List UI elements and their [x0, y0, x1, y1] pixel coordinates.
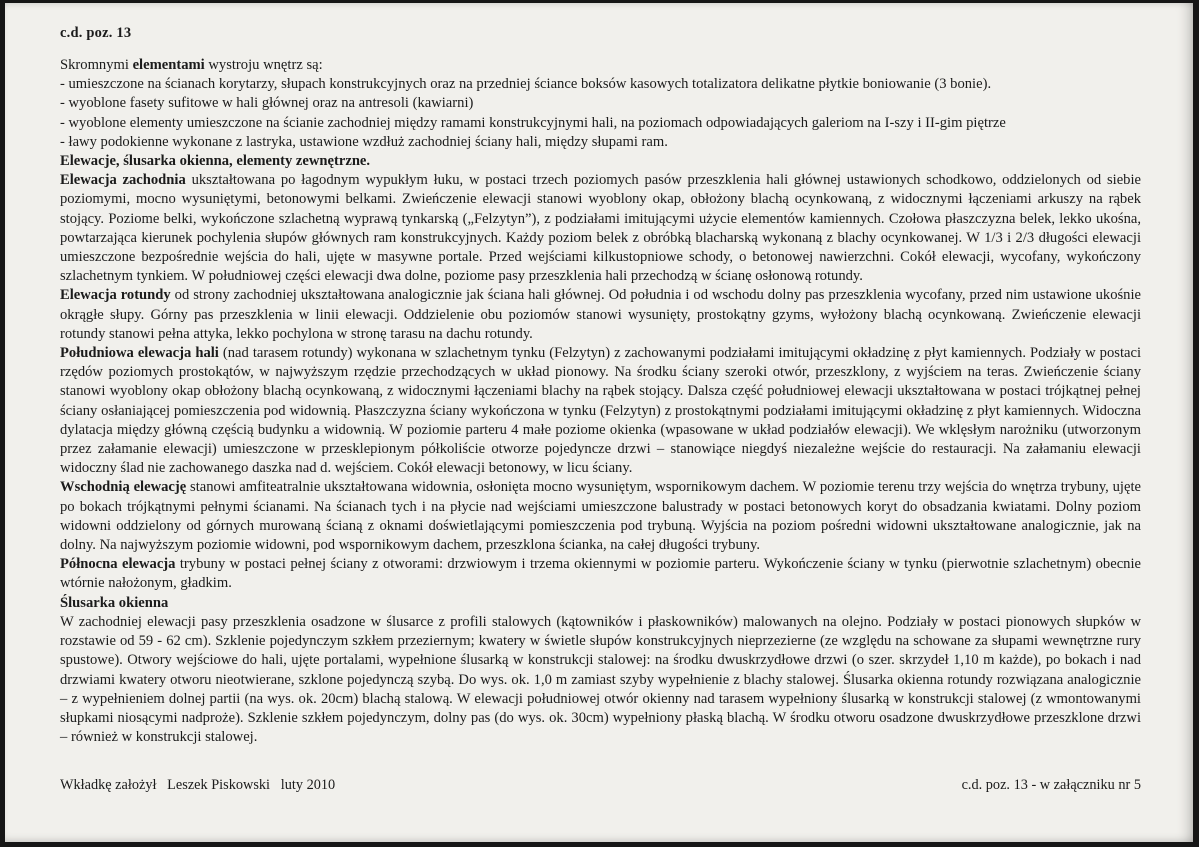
- intro-bold: elementami: [132, 57, 205, 73]
- bullet-item: - wyoblone fasety sufitowe w hali głównej oraz na antresoli (kawiarni): [60, 95, 474, 112]
- document-body: [60, 56, 1141, 747]
- paragraph-slusarka-okienna: W zachodniej elewacji pasy przeszklenia osadzone w ślusarce z profili stalowych (kątowników i płaskowników) malowanych na olejno. Podziały w postaci pionowych słupków w rozstawie od 59 - 62 cm). Szklenie pojedynczym szkłem przeziernym; kwatery w świetle słupów konstrukcyjnych nieprzezierne (ze względu na schowane za słupami wewnętrzne rury spustowe). Otwory wejściowe do hali, ujęte portalami, wypełnione ślusarką w konstrukcji stalowej: na środku dwuskrzydłowe drzwi (o szer. skrzydeł 1,10 m każde), po bokach i nad drzwiami kwatery otworu nieotwierane, szklone pojedynczą szybą. Do wys. ok. 1,0 m zamiast szyby wypełnienie z blachy stalowej. Ślusarka okienna rotundy rozwiązana analogicznie – z wypełnieniem dolnej partii (na wys. ok. 20cm) blachą stalową. W elewacji południowej otwór okienny nad tarasem wypełniony ślusarką w konstrukcji stalowej (z wmontowanymi słupkami niosącymi nadproże). Szklenie szkłem pojedynczym, dolny pas (do wys. ok. 30cm) wypełniony płaską blachą. W środku otworu osadzone dwuskrzydłowe przeszklone drzwi – również w konstrukcji stalowej.: [60, 613, 1141, 746]
- footer-author-note: Wkładkę założył Leszek Piskowski luty 2010: [60, 777, 336, 793]
- bullet-item: - umieszczone na ścianach korytarzy, słupach konstrukcyjnych oraz na przedniej ściance boksów kasowych totalizatora delikatne płytkie boniowanie (3 bonie).: [60, 76, 992, 93]
- footer-attachment-note: c.d. poz. 13 - w załączniku nr 5: [961, 777, 1141, 793]
- paragraph-text: stanowi amfiteatralnie ukształtowana widownia, osłonięta mocno wysuniętym, wspornikowym dachem. W poziomie terenu trzy wejścia do wnętrza trybuny, ujęte po bokach trójkątnymi pełnymi ścianami. Na ścianach tych i na płycie nad wejściami umieszczone balustrady w postaci betonowych koryt do obsadzania kwiatami. Dolny poziom widowni oddzielony od górnych murowaną ścianą z oknami doświetlającymi pomieszczenia pod trybuną. Wyjścia na poziom pośredni widowni ukształtowane analogicznie, jak na dolny. Na najwyższym poziomie widowni, pod wspornikowym dachem, przeszklona ścianka, na całej długości trybuny.: [60, 479, 1141, 554]
- paragraph-poludniowa-elewacja: [60, 344, 1141, 478]
- section-heading-elewacje: Elewacje, ślusarka okienna, elementy zewnętrzne.: [60, 153, 371, 170]
- paragraph-lead: Południowa elewacja hali: [60, 345, 219, 362]
- paragraph-elewacja-zachodnia: [60, 171, 1141, 286]
- paragraph-elewacja-rotundy: [60, 286, 1141, 344]
- paragraph-text: od strony zachodniej ukształtowana analogicznie jak ściana hali głównej. Od południa i od wschodu dolny pas przeszklenia wycofany, przed nim ustawione ukośnie okrągłe słupy. Górny pas przeszklenia w linii elewacji. Oddzielenie obu poziomów stanowi wysunięty, prostokątny gzyms, wyłożony blachą ocynkowaną. Zwieńczenie elewacji rotundy stanowi pełna attyka, lekko pochylona w stronę tarasu na dachu rotundy.: [60, 287, 1142, 342]
- paragraph-text: trybuny w postaci pełnej ściany z otworami: drzwiowym i trzema okiennymi w poziomie parteru. Wykończenie ściany w tynku (pierwotnie szlachetnym) obecnie wtórnie nałożonym, gładkim.: [60, 556, 1142, 592]
- bullet-list: [60, 75, 1141, 152]
- section-heading-slusarka: Ślusarka okienna: [60, 594, 169, 611]
- paragraph-wschodnia-elewacja: [60, 478, 1141, 555]
- paragraph-lead: Elewacja rotundy: [60, 287, 171, 304]
- page-footer: [60, 777, 1141, 794]
- paragraph-lead: Północna elewacja: [60, 556, 176, 573]
- intro-line: [60, 56, 1141, 75]
- paragraph-lead: Elewacja zachodnia: [60, 172, 186, 189]
- paragraph-polnocna-elewacja: [60, 555, 1141, 593]
- paragraph-lead: Wschodnią elewację: [60, 479, 187, 496]
- bullet-item: - ławy podokienne wykonane z lastryka, ustawione wzdłuż zachodniej ściany hali, między słupami ram.: [60, 133, 668, 150]
- paragraph-text: ukształtowana po łagodnym wypukłym łuku, w postaci trzech poziomych pasów przeszklenia hali głównej ustawionych schodkowo, oddzielonych od siebie poziomymi, mocno wysuniętymi, betonowymi belkami. Zwieńczenie elewacji stanowi wyoblony okap, obłożony blachą ocynkowaną, z widocznymi łączeniami arkuszy na rąbek stojący. Poziome belki, wykończone szlachetną wyprawą tynkarską („Felzytyn”), z podziałami imitującymi użycie elementów kamiennych. Czołowa płaszczyzna belek, lekko ukośna, powtarzająca kierunek pochylenia słupów głównych ram konstrukcyjnych. Każdy poziom belek z obróbką blacharską wykonaną z blachy ocynkowanej. W 1/3 i 2/3 długości elewacji umieszczone bezpośrednie wejścia do hali, ujęte w masywne portale. Przed wejściami kilkustopniowe schody, o betonowej nawierzchni. Cokół elewacji, wycofany, wykończony szlachetnym tynkiem. W południowej części elewacji dwa dolne, poziome pasy przeszklenia hali przechodzą w ścianę osłonową rotundy.: [60, 172, 1142, 285]
- paragraph-text: (nad tarasem rotundy) wykonana w szlachetnym tynku (Felzytyn) z zachowanymi podziałami imitującymi okładzinę z płyt kamiennych. Podziały w postaci rzędów poziomych prostokątów, w najwyższym rzędzie przechodzących w układ pionowy. Na środku ściany szeroki otwór, przeszklony, z wyjściem na teras. Zwieńczenie ściany stanowi wyoblony okap obłożony blachą ocynkowaną, z widocznymi łączeniami blachy na rąbek stojący. Dalsza część południowej elewacji ukształtowana w postaci trójkątnej pełnej ściany osłaniającej pomieszczenia pod widownią. Płaszczyzna ściany wykończona w tynku (Felzytyn) z prostokątnymi podziałami imitującymi okładzinę z płyt kamiennych. Widoczna dylatacja między główną częścią budynku a widownią. W poziomie parteru 4 małe poziome okienka (wpasowane w układ podziałów elewacji). We wklęsłym narożniku (utworzonym przez załamanie elewacji) umieszczone w przesklepionym półkoliście otworze pojedyncze drzwi – stanowiące niegdyś niezależne wejście do restauracji. Na załamaniu elewacji widoczny ślad nie zachowanego daszka nad d. wejściem. Cokół elewacji betonowy, w licu ściany.: [60, 345, 1142, 477]
- intro-pre: Skromnymi: [60, 57, 133, 73]
- page-title: c.d. poz. 13: [60, 25, 132, 41]
- intro-post: wystroju wnętrz są:: [204, 57, 323, 73]
- bullet-item: - wyoblone elementy umieszczone na ścianie zachodniej między ramami konstrukcyjnymi hali, na poziomach odpowiadających galeriom na I-szy i II-gim piętrze: [60, 114, 1006, 131]
- document-content: [60, 25, 1141, 747]
- scanned-document-page: [5, 3, 1193, 842]
